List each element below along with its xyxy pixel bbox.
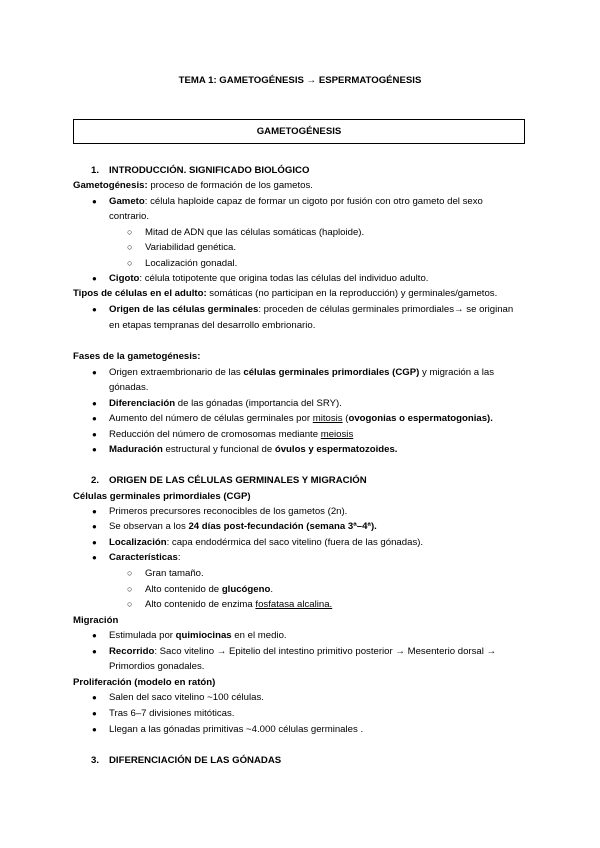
term: Tipos de células en el adulto: [73, 288, 207, 299]
definition: : Saco vitelino → Epitelio del intestino primitivo posterior → Mesenterio dorsal → [154, 646, 497, 657]
definition: : capa endodérmica del saco vitelino (fuera de las gónadas). [166, 537, 424, 548]
list-item [109, 537, 423, 548]
underlined-term: meiosis [320, 429, 354, 440]
term: Gameto [109, 196, 145, 207]
list-item [109, 367, 494, 378]
emphasis: Diferenciación [109, 398, 176, 409]
sub-list-item: Variabilidad genética. [145, 242, 237, 253]
list-item: Llegan a las gónadas primitivas ~4.000 células germinales . [109, 724, 364, 735]
list-item [109, 429, 353, 440]
section-2-heading [91, 475, 367, 486]
term: Recorrido [109, 646, 155, 657]
text: de las gónadas (importancia del SRY). [175, 398, 342, 409]
bullet-icon: ● [92, 538, 97, 547]
list-item-continued: Primordios gonadales. [109, 661, 205, 672]
section-3-title: DIFERENCIACIÓN DE LAS GÓNADAS [109, 755, 282, 766]
text: Origen extraembrionario de las [109, 367, 244, 378]
emphasis: ovogonias o espermatogonias). [348, 413, 493, 424]
text: Se observan a los [109, 521, 189, 532]
list-item [109, 413, 493, 424]
bullet-icon: ● [92, 399, 97, 408]
list-item: Tras 6–7 divisiones mitóticas. [109, 708, 235, 719]
bullet-icon: ● [92, 553, 97, 562]
text: : [177, 552, 181, 563]
bullet-icon: ● [92, 631, 97, 640]
cgp-heading: Células germinales primordiales (CGP) [73, 491, 251, 502]
document-title: TEMA 1: GAMETOGÉNESIS → ESPERMATOGÉNESIS [178, 75, 422, 86]
sub-list-item: Gran tamaño. [145, 568, 204, 579]
bullet-icon: ● [92, 305, 97, 314]
text: ( [342, 413, 349, 424]
circle-bullet-icon: ○ [127, 599, 133, 609]
section-1-number: 1. [91, 165, 100, 176]
sub-list-item: Mitad de ADN que las células somáticas (haploide). [145, 227, 365, 238]
term: Localización [109, 537, 167, 548]
emphasis: células germinales primordiales (CGP) [243, 367, 420, 378]
text: Alto contenido de enzima [145, 599, 256, 610]
phases-heading: Fases de la gametogénesis: [73, 351, 201, 362]
term: Gametogénesis: [73, 180, 148, 191]
definition: : proceden de células germinales primordiales→ se originan [258, 304, 514, 315]
sub-list-item: Localización gonadal. [145, 258, 238, 269]
bullet-icon: ● [92, 647, 97, 656]
term: Origen de las células germinales [109, 304, 259, 315]
definition: somáticas (no participan en la reproducción) y germinales/gametos. [206, 288, 498, 299]
text: en el medio. [231, 630, 287, 641]
list-item-continued: en etapas tempranas del desarrollo embrionario. [109, 320, 316, 331]
underlined-term: mitosis [312, 413, 343, 424]
text: y migración a las [419, 367, 494, 378]
text: . [270, 584, 273, 595]
section-1-title: INTRODUCCIÓN. SIGNIFICADO BIOLÓGICO [109, 165, 310, 176]
bullet-icon: ● [92, 197, 97, 206]
section-1-heading [91, 165, 309, 176]
sub-list-item [145, 584, 273, 595]
circle-bullet-icon: ○ [127, 568, 133, 578]
list-item [109, 521, 377, 532]
list-item [109, 646, 496, 657]
cell-types-definition [73, 288, 497, 299]
bullet-icon: ● [92, 445, 97, 454]
emphasis: óvulos y espermatozoides. [274, 444, 398, 455]
bullet-icon: ● [92, 414, 97, 423]
definition: : célula totipotente que origina todas las células del individuo adulto. [139, 273, 429, 284]
list-item [109, 196, 483, 207]
bullet-icon: ● [92, 725, 97, 734]
list-item [109, 398, 342, 409]
section-2-title: ORIGEN DE LAS CÉLULAS GERMINALES Y MIGRACIÓN [109, 475, 367, 486]
list-item [109, 304, 513, 315]
emphasis: quimiocinas [175, 630, 232, 641]
emphasis: glucógeno [221, 584, 271, 595]
emphasis: 24 días post-fecundación (semana 3ª–4ª). [188, 521, 377, 532]
migration-heading: Migración [73, 615, 119, 626]
circle-bullet-icon: ○ [127, 227, 133, 237]
text: Estimulada por [109, 630, 176, 641]
bullet-icon: ● [92, 368, 97, 377]
circle-bullet-icon: ○ [127, 242, 133, 252]
list-item-continued: gónadas. [109, 382, 149, 393]
list-item [109, 630, 287, 641]
list-item: Salen del saco vitelino ~100 células. [109, 692, 264, 703]
proliferation-heading: Proliferación (modelo en ratón) [73, 677, 216, 688]
list-item [109, 273, 428, 284]
text: Reducción del número de cromosomas mediante [109, 429, 321, 440]
definition: proceso de formación de los gametos. [147, 180, 313, 191]
text: estructural y funcional de [162, 444, 275, 455]
text: Alto contenido de [145, 584, 222, 595]
list-item [109, 444, 397, 455]
circle-bullet-icon: ○ [127, 258, 133, 268]
section-title-box [73, 119, 525, 144]
term: Cigoto [109, 273, 140, 284]
bullet-icon: ● [92, 693, 97, 702]
gametogenesis-definition [73, 180, 313, 191]
list-item [109, 552, 180, 563]
bullet-icon: ● [92, 430, 97, 439]
text: Aumento del número de células germinales por [109, 413, 313, 424]
term: Características [109, 552, 178, 563]
sub-list-item [145, 599, 332, 610]
bullet-icon: ● [92, 522, 97, 531]
list-item: Primeros precursores reconocibles de los gametos (2n). [109, 506, 348, 517]
circle-bullet-icon: ○ [127, 584, 133, 594]
bullet-icon: ● [92, 709, 97, 718]
emphasis: Maduración [109, 444, 163, 455]
section-2-number: 2. [91, 475, 100, 486]
definition: : célula haploide capaz de formar un cigoto por fusión con otro gameto del sexo [144, 196, 483, 207]
section-title: GAMETOGÉNESIS [256, 126, 342, 137]
bullet-icon: ● [92, 274, 97, 283]
section-3-number: 3. [91, 755, 100, 766]
underlined-term: fosfatasa alcalina. [255, 599, 333, 610]
section-3-heading [91, 755, 281, 766]
list-item-continued: contrario. [109, 211, 149, 222]
bullet-icon: ● [92, 507, 97, 516]
